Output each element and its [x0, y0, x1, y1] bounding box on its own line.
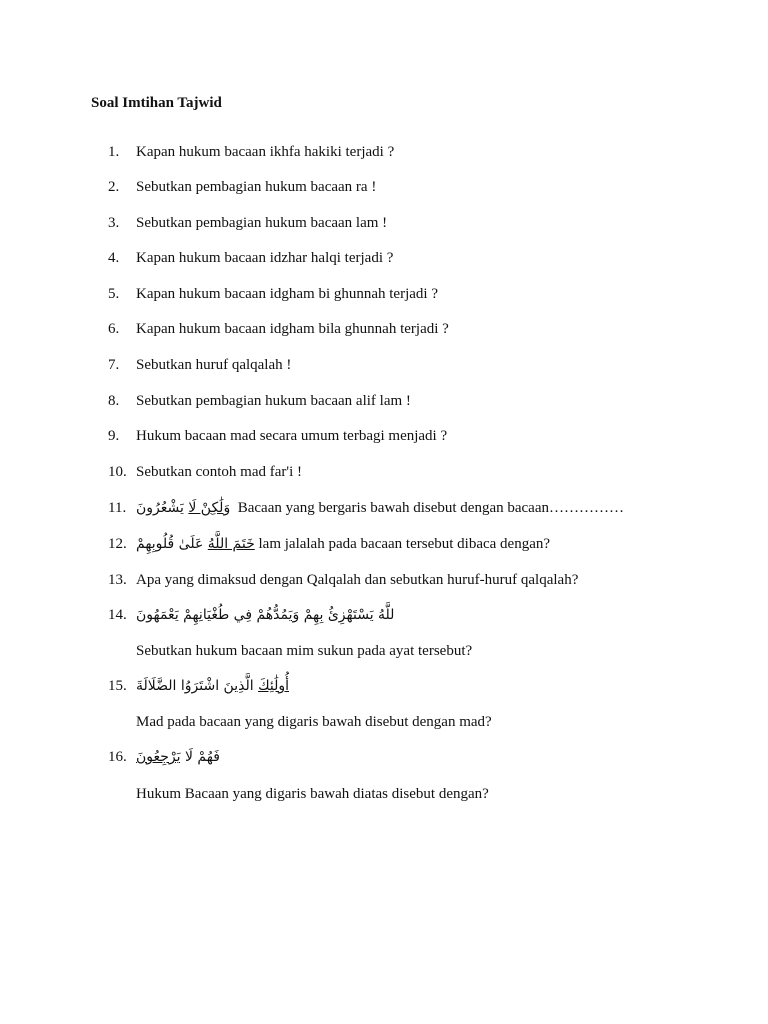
question-item — [108, 747, 748, 767]
arabic-part: وَ — [223, 500, 231, 516]
arabic-verse — [136, 536, 255, 552]
question-number: 16. — [108, 749, 127, 765]
arabic-verse — [136, 678, 289, 694]
question-number: 11. — [108, 500, 127, 516]
arabic-part: الَّذِينَ اشْتَرَوُا الضَّلَالَةَ — [136, 678, 259, 694]
arabic-part: يَشْعُرُونَ — [136, 500, 189, 516]
question-number: 14. — [108, 607, 127, 623]
question-text: Sebutkan pembagian hukum bacaan lam ! — [136, 215, 388, 231]
question-number: 2. — [108, 179, 120, 195]
question-item — [108, 177, 748, 197]
arabic-underlined: يَرْجِعُونَ — [136, 749, 181, 765]
question-number: 5. — [108, 286, 120, 302]
question-item — [108, 319, 748, 339]
question-number: 4. — [108, 250, 120, 266]
question-item — [108, 284, 748, 304]
arabic-verse — [136, 749, 220, 765]
question-item — [108, 213, 748, 233]
question-subtext: Hukum Bacaan yang digaris bawah diatas disebut dengan? — [136, 786, 489, 802]
question-item — [108, 355, 748, 375]
arabic-part: عَلَىٰ قُلُوبِهِمْ — [136, 536, 208, 552]
arabic-underlined: لَٰكِنْ لَا — [188, 500, 224, 516]
question-text: Sebutkan contoh mad far'i ! — [136, 464, 302, 480]
question-number: 3. — [108, 215, 120, 231]
question-text: Kapan hukum bacaan idzhar halqi terjadi ? — [136, 250, 394, 266]
question-text: Hukum bacaan mad secara umum terbagi menjadi ? — [136, 428, 448, 444]
question-subtext: Mad pada bacaan yang digaris bawah disebut dengan mad? — [136, 714, 492, 730]
question-number: 13. — [108, 572, 127, 588]
question-item — [108, 248, 748, 268]
question-text: Sebutkan huruf qalqalah ! — [136, 357, 292, 373]
question-subtext: Sebutkan hukum bacaan mim sukun pada ayat tersebut? — [136, 643, 473, 659]
arabic-verse — [136, 500, 230, 516]
question-item — [108, 498, 748, 518]
question-text: Kapan hukum bacaan ikhfa hakiki terjadi ? — [136, 144, 395, 160]
arabic-verse: للَّهُ يَسْتَهْزِئُ بِهِمْ وَيَمُدُّهُمْ فِي طُغْيَانِهِمْ يَعْمَهُونَ — [136, 607, 395, 623]
question-text: Apa yang dimaksud dengan Qalqalah dan sebutkan huruf-huruf qalqalah? — [136, 572, 579, 588]
question-number: 9. — [108, 428, 120, 444]
question-item — [108, 676, 748, 696]
arabic-underlined: أُولَٰئِكَ — [258, 678, 290, 694]
question-item — [108, 570, 748, 590]
question-item — [108, 462, 748, 482]
question-item — [108, 534, 748, 554]
page-title: Soal Imtihan Tajwid — [91, 95, 222, 111]
question-item — [108, 605, 748, 625]
question-text: Kapan hukum bacaan idgham bi ghunnah terjadi ? — [136, 286, 438, 302]
question-number: 6. — [108, 321, 120, 337]
question-item — [108, 142, 748, 162]
question-number: 15. — [108, 678, 127, 694]
question-number: 12. — [108, 536, 127, 552]
question-number: 1. — [108, 144, 120, 160]
question-item — [108, 391, 748, 411]
question-text: Sebutkan pembagian hukum bacaan alif lam ! — [136, 393, 411, 409]
arabic-part: فَهُمْ لَا — [180, 749, 220, 765]
arabic-underlined: خَتَمَ اللَّهُ — [207, 536, 255, 552]
question-number: 10. — [108, 464, 127, 480]
question-text: Kapan hukum bacaan idgham bila ghunnah terjadi ? — [136, 321, 449, 337]
question-number: 7. — [108, 357, 120, 373]
question-number: 8. — [108, 393, 120, 409]
question-text: Bacaan yang bergaris bawah disebut dengan bacaan…………… — [237, 500, 624, 516]
question-text: Sebutkan pembagian hukum bacaan ra ! — [136, 179, 377, 195]
question-text: lam jalalah pada bacaan tersebut dibaca dengan? — [258, 536, 551, 552]
question-item — [108, 426, 748, 446]
